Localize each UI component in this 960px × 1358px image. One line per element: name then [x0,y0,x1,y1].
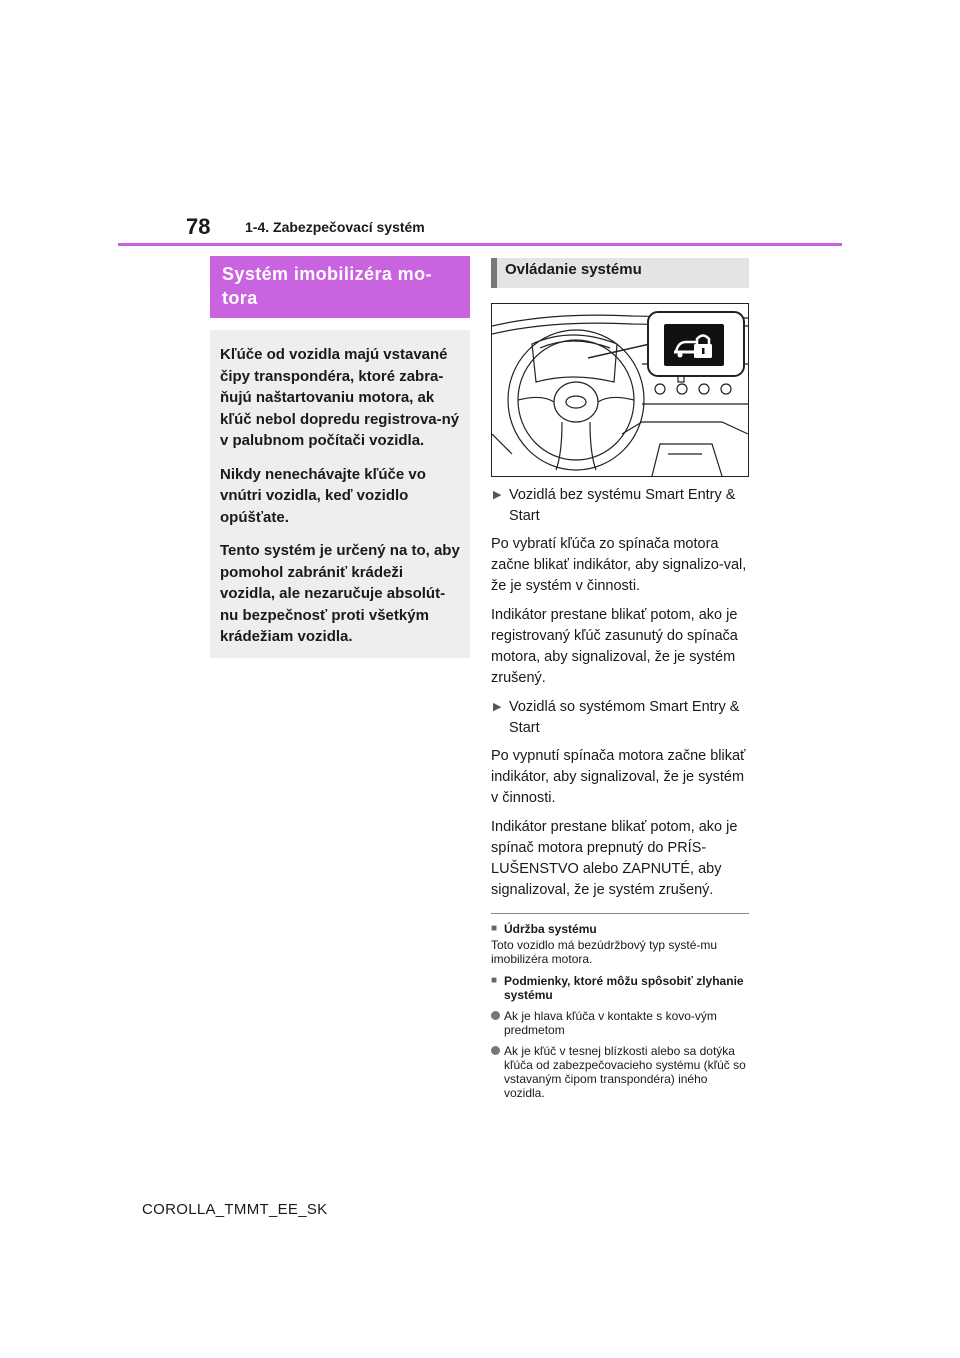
header-rule [118,243,842,246]
paragraph: Po vypnutí spínača motora začne blikať indikátor, aby signalizoval, že je systém v činnosti. [491,748,746,806]
intro-paragraph-1: Kľúče od vozidla majú vstavané čipy transpondéra, ktoré zabra-ňujú naštartovaniu motora, ak kľúč nebol dopredu registrova-ný v palubnom počítači vozidla. [220,346,460,449]
bullet-with-smart-entry [491,697,749,738]
intro-paragraph-2: Nikdy nenechávajte kľúče vo vnútri vozidla, keď vozidlo opúšťate. [220,465,426,526]
system-operation-heading: Ovládanie systému [491,258,749,288]
bullet-text: Vozidlá bez systému Smart Entry & Start [509,487,736,524]
triangle-bullet-icon: ▶ [493,701,502,713]
bullet-text: Vozidlá so systémom Smart Entry & Start [509,699,740,736]
footer-code: COROLLA_TMMT_EE_SK [142,1201,328,1218]
intro-paragraph-3: Tento systém je určený na to, aby pomohol zabrániť krádeži vozidla, ale nezaručuje absolút-nu bezpečnosť proti všetkým krádežiam vozidla. [220,542,460,645]
paragraph: Indikátor prestane blikať potom, ako je spínač motora prepnutý do PRÍS-LUŠENSTVO alebo ZAPNUTÉ, aby signalizoval, že je systém zrušený. [491,819,738,898]
section-title: 1-4. Zabezpečovací systém [245,219,425,235]
notes-divider [491,913,749,914]
page-number: 78 [186,214,211,239]
note-heading-text: Podmienky, ktoré môžu spôsobiť zlyhanie systému [504,974,744,1002]
note-item [491,1044,749,1100]
note-item-text: Ak je hlava kľúča v kontakte s kovo-vým predmetom [504,1009,717,1037]
paragraph: Po vybratí kľúča zo spínača motora začne blikať indikátor, aby signalizo-val, že je systém v činnosti. [491,536,747,594]
square-bullet-icon: ■ [491,923,498,934]
paragraph: Indikátor prestane blikať potom, ako je registrovaný kľúč zasunutý do spínača motora, aby signalizoval, že je systém zrušený. [491,607,738,686]
note-item-text: Ak je kľúč v tesnej blízkosti alebo sa dotýka kľúča od zabezpečovacieho systému (kľúč so vstavaným čipom transpondéra) iného vozidla. [504,1044,746,1100]
lock-indicator-icon [664,324,724,366]
intro-box [210,330,470,658]
circle-bullet-icon [491,1011,500,1020]
triangle-bullet-icon: ▶ [493,489,502,501]
note-body: Toto vozidlo má bezúdržbový typ systé-mu imobilizéra motora. [491,938,718,966]
dashboard-illustration [491,303,749,477]
note-item [491,1009,749,1037]
left-column [210,256,470,658]
square-bullet-icon: ■ [491,975,498,986]
note-heading-conditions [491,974,749,1002]
immobilizer-heading: Systém imobilizéra mo-tora [210,256,470,318]
right-column [491,258,749,1100]
note-heading-maintenance [491,922,749,936]
note-heading-text: Údržba systému [504,922,597,936]
circle-bullet-icon [491,1046,500,1055]
bullet-without-smart-entry [491,485,749,526]
